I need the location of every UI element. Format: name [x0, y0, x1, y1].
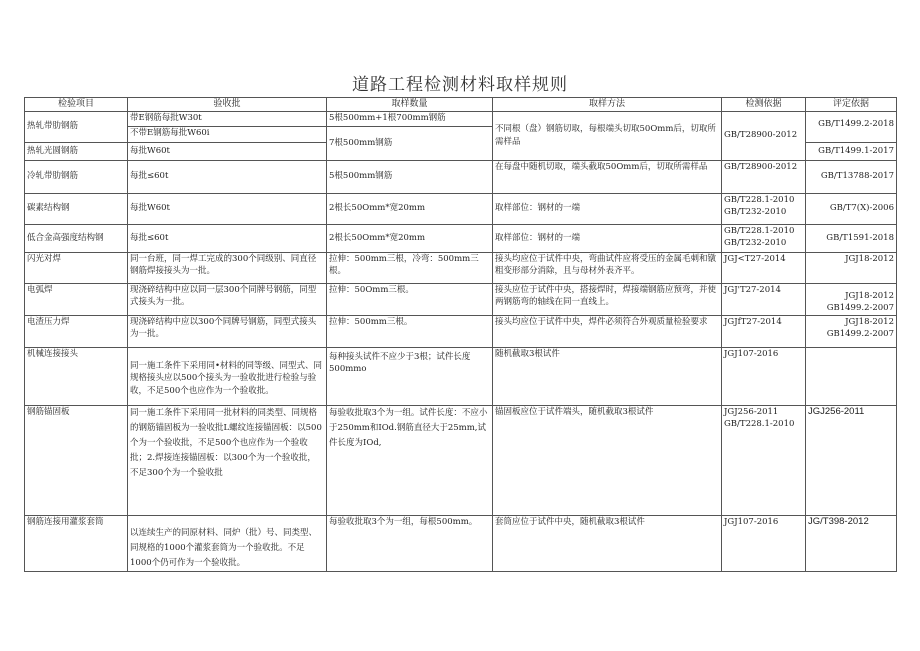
- row-eval: GB/T1591-2018: [806, 224, 897, 252]
- eval-line: GB1499.2-2007: [826, 303, 894, 313]
- row-qty: 7根500mm钢筋: [327, 126, 493, 160]
- row-method: 随机截取3根试件: [493, 347, 722, 405]
- row-method: 接头应位于试件中央，搭接焊时，焊接端钢筋应预弯，并使两钢筋弯的轴线在同一直线上。: [493, 283, 722, 315]
- basis-line: GB/T228.1-2010: [724, 419, 795, 429]
- basis-line: GB/T228.1-2010: [724, 225, 795, 236]
- basis-line: GB/T228.1-2010: [724, 194, 795, 205]
- row-eval: [806, 315, 897, 347]
- row-basis: JGJ107-2016: [722, 347, 806, 405]
- row-eval: [806, 283, 897, 315]
- row-qty: 每种接头试件不应少于3根；试件长度500mmo: [327, 347, 493, 405]
- table-row: [25, 111, 897, 126]
- header-item: 检验项目: [25, 98, 128, 112]
- row-batch: 每批≤60t: [128, 160, 327, 193]
- row-eval: JGJ18-2012: [806, 252, 897, 283]
- row-item: 机械连接接头: [25, 347, 128, 405]
- row-method: 取样部位：钢材的一端: [493, 224, 722, 252]
- row-qty: 2根长50Omm*宽20mm: [327, 193, 493, 224]
- row-item: 碳素结构钢: [25, 193, 128, 224]
- row-basis: JGJ'T27-2014: [722, 283, 806, 315]
- row-batch: 每批W60t: [128, 193, 327, 224]
- row-item: 热轧光圆钢筋: [25, 142, 128, 160]
- row-method: 接头均应位于试件中央，焊件必须符合外观质量检验要求: [493, 315, 722, 347]
- row-qty: 每验收批取3个为一组。试件长度：不应小于250mm和IOd.钢筋直径大于25mm,试件长度为IOd,: [327, 405, 493, 515]
- header-eval: 评定依据: [806, 98, 897, 112]
- basis-line: JGJ256-2011: [724, 406, 779, 417]
- row-eval: GB/T13788-2017: [806, 160, 897, 193]
- row-item: 电渣压力焊: [25, 315, 128, 347]
- row-eval: GB/T1499.2-2018: [806, 111, 897, 142]
- header-method: 取样方法: [493, 98, 722, 112]
- row-basis: JGJ<T27-2014: [722, 252, 806, 283]
- table-row: [25, 347, 897, 405]
- table-row: [25, 224, 897, 252]
- row-basis: JGJ107-2016: [722, 515, 806, 571]
- basis-line: GB/T232-2010: [724, 207, 787, 217]
- row-basis: [722, 224, 806, 252]
- table-row: [25, 315, 897, 347]
- row-qty: 5根500mm+1根700mm钢筋: [327, 111, 493, 126]
- row-eval: JGJ256-2011: [806, 405, 897, 515]
- row-eval: JG/T398-2012: [806, 515, 897, 571]
- eval-line: JGJ18-2012: [845, 290, 894, 301]
- row-batch: 每批W60t: [128, 142, 327, 160]
- row-item: 闪光对焊: [25, 252, 128, 283]
- row-item: 钢筋连接用灌浆套筒: [25, 515, 128, 571]
- row-method: 在每盘中随机切取，端头截取50Omm后，切取所需样品: [493, 160, 722, 193]
- table-header-row: [25, 98, 897, 112]
- table-row: [25, 252, 897, 283]
- row-item: 钢筋锚固板: [25, 405, 128, 515]
- row-item: 冷轧带肋钢筋: [25, 160, 128, 193]
- row-method: 套筒应位于试件中央，随机截取3根试件: [493, 515, 722, 571]
- row-qty: 5根500mm钢筋: [327, 160, 493, 193]
- eval-line: JGJ18-2012: [845, 316, 894, 327]
- row-batch: 同一施工条件下采用同•材料的同等级、同型式、同规格接头应以500个接头为一验收批进行检验与验收，不足500个也应作为一个验收批。: [128, 347, 327, 405]
- table-row: [25, 515, 897, 571]
- row-eval: [806, 347, 897, 405]
- row-basis: [722, 193, 806, 224]
- row-method: 取样部位：钢材的一端: [493, 193, 722, 224]
- row-batch: 每批≤60t: [128, 224, 327, 252]
- header-basis: 检测依据: [722, 98, 806, 112]
- table-row: [25, 405, 897, 515]
- row-eval: GB/T7(X)-2006: [806, 193, 897, 224]
- row-basis: GB/T28900-2012: [722, 111, 806, 160]
- table-row: [25, 160, 897, 193]
- header-batch: 验收批: [128, 98, 327, 112]
- row-qty: 拉伸：500mm三根，冷弯：500mm三根。: [327, 252, 493, 283]
- row-qty: 拉伸：50Omm三根。: [327, 283, 493, 315]
- row-eval: GB/T1499.1-2017: [806, 142, 897, 160]
- row-item: 电弧焊: [25, 283, 128, 315]
- row-basis: GB/T28900-2012: [722, 160, 806, 193]
- sampling-rules-table: [24, 97, 897, 572]
- row-method: 不同根（盘）钢筋切取，每根端头切取50Omm后，切取所需样品: [493, 111, 722, 160]
- row-batch: 同一台班，同一焊工完成的300个同级别、同直径钢筋焊接接头为一批。: [128, 252, 327, 283]
- row-item: 热轧带肋钢筋: [25, 111, 128, 142]
- table-row: [25, 193, 897, 224]
- page-title: 道路工程检测材料取样规则: [352, 75, 568, 95]
- row-batch: 以连续生产的同原材料、同炉（批）号、同类型、同规格的1000个灌浆套筒为一个验收批。不足1000个仍可作为一个验收批。: [128, 515, 327, 571]
- basis-line: GB/T232-2010: [724, 238, 787, 248]
- row-item: 低合金高强度结构钢: [25, 224, 128, 252]
- header-qty: 取样数量: [327, 98, 493, 112]
- row-batch: 现浇碎结构中应以同一层300个同牌号钢筋，同型式接头为一批。: [128, 283, 327, 315]
- row-batch: 同一施工条件下采用同一批材料的同类型、同规格的钢筋锚固板为一验收批L螺纹连接锚固板：以500个为一个验收批，不足500个也应作为一个验收批；2.焊接连接锚固板：以300个为一个验收批，不足300个为一个验收批: [128, 405, 327, 515]
- row-batch: 现浇碎结构中应以300个同牌号钢筋，同型式接头为一批。: [128, 315, 327, 347]
- table-row: [25, 283, 897, 315]
- row-method: 接头均应位于试件中央，弯曲试件应将受压的金属毛刺和镦粗变形部分消除，且与母材外表齐平。: [493, 252, 722, 283]
- row-batch: 不带E钢筋每批W60i: [128, 126, 327, 142]
- row-method: 锚固板应位于试件端头，随机截取3根试件: [493, 405, 722, 515]
- row-basis: [722, 405, 806, 515]
- eval-line: GB1499.2-2007: [826, 329, 894, 339]
- row-qty: 拉伸：500mm三根。: [327, 315, 493, 347]
- row-basis: JGJfT27-2014: [722, 315, 806, 347]
- row-batch: 带E钢筋每批W30t: [128, 111, 327, 126]
- row-qty: 2根长50Omm*宽20mm: [327, 224, 493, 252]
- row-qty: 每验收批取3个为一组，每根500mm。: [327, 515, 493, 571]
